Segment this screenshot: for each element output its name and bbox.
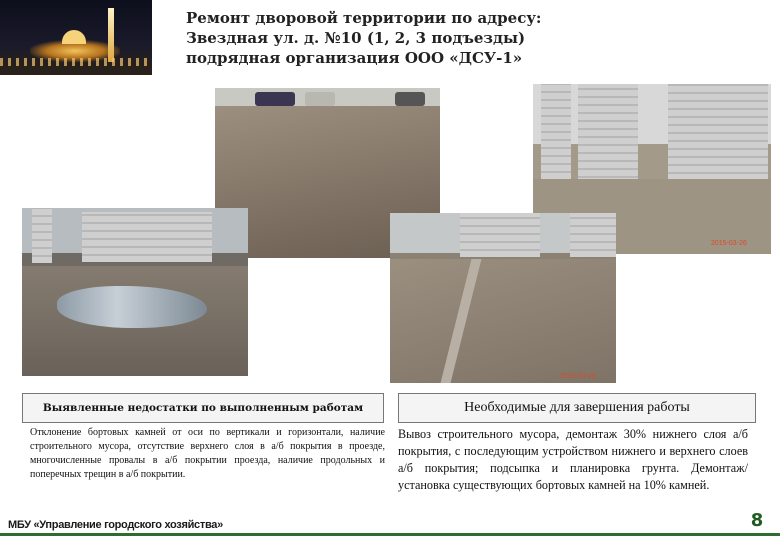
organization-name: МБУ «Управление городского хозяйства» [8, 519, 223, 531]
city-lights [0, 58, 152, 66]
photo-date-stamp: 2015-03-26 [711, 240, 747, 247]
yard-photo-4 [390, 213, 616, 383]
apartment-building [541, 84, 571, 179]
apartment-building [668, 84, 768, 180]
bell-tower [108, 8, 114, 62]
title-line-2: Звездная ул. д. №10 (1, 2, 3 подъезды) [186, 29, 526, 47]
page-number: 8 [742, 510, 772, 531]
required-works-text: Вывоз строительного мусора, демонтаж 30% нижнего слоя а/б покрытия, с последующим устройством нижнего и верхнего слоев а/б покрытия; подсыпка и планировка грунта. Демонтаж/ установка существующих бортовых камней на 10% камней. [398, 427, 748, 492]
issues-header: Выявленные недостатки по выполненным работам [22, 393, 384, 423]
apartment-building [578, 84, 638, 184]
yard-photo-3 [22, 208, 248, 376]
city-night-photo [0, 0, 152, 75]
title-line-1: Ремонт дворовой территории по адресу: [186, 9, 542, 27]
apartment-building [570, 213, 616, 257]
apartment-building [460, 213, 540, 257]
puddle [57, 286, 207, 328]
apartment-building [82, 212, 212, 262]
parked-car [305, 92, 335, 106]
apartment-building [32, 208, 52, 263]
title-line-3: подрядная организация ООО «ДСУ-1» [186, 49, 523, 67]
footer-divider [0, 533, 780, 536]
issues-text: Отклонение бортовых камней от оси по вертикали и горизонтали, наличие строительного мусора, отсутствие верхнего слоя в а/б покрытия в проезде, многочисленные провалы в а/б покрытии проезда, наличие продольных и поперечных трещин в а/б покрытии. [30, 427, 385, 480]
photo-date-stamp: 2015-03-26 [560, 373, 596, 380]
slide-title [186, 8, 746, 68]
parked-car [395, 92, 425, 106]
issues-table [22, 393, 756, 517]
required-works-header: Необходимые для завершения работы [398, 393, 756, 423]
cathedral-dome [62, 30, 86, 44]
parked-car [255, 92, 295, 106]
